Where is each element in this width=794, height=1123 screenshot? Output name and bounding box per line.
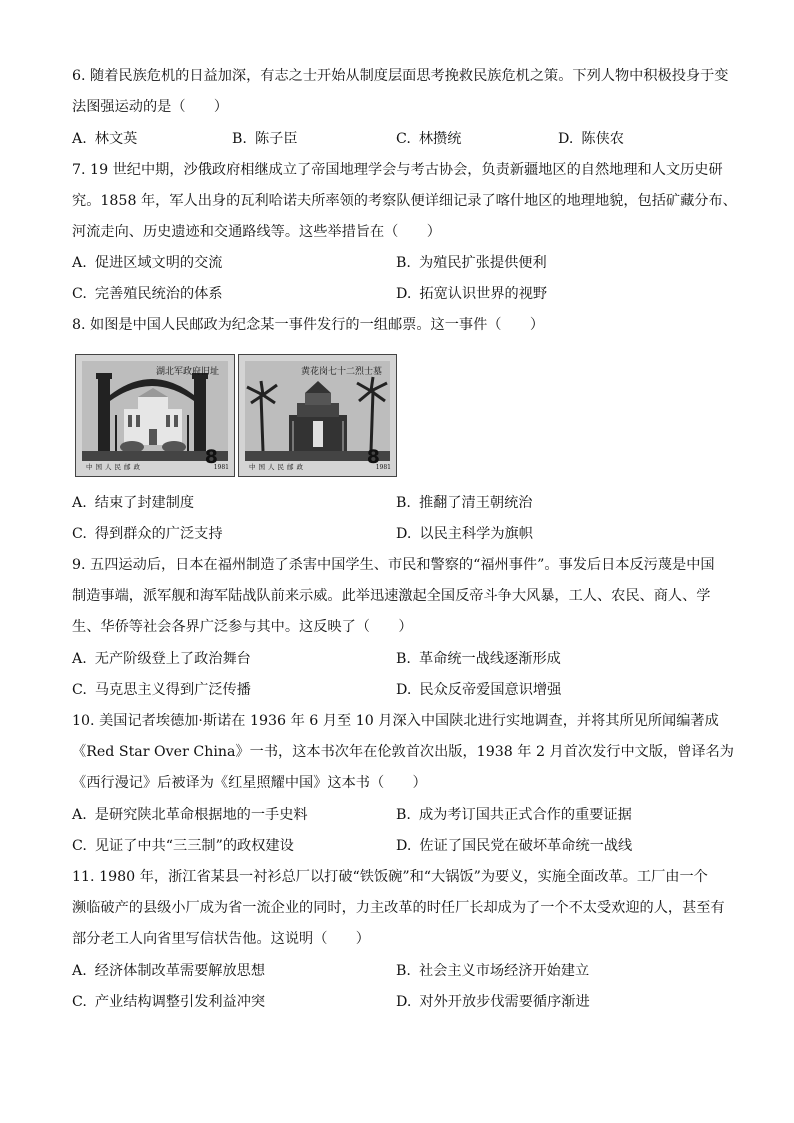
option-7d: D. 拓宽认识世界的视野 (396, 286, 548, 302)
stamp-2-caption: 黄花岗七十二烈士墓 (301, 367, 383, 377)
option-8a: A. 结束了封建制度 (72, 495, 195, 511)
option-11c: C. 产业结构调整引发利益冲突 (72, 994, 266, 1010)
option-9d: D. 民众反帝爱国意识增强 (396, 682, 562, 698)
question-7-line-2: 究。1858 年，军人出身的瓦利哈诺夫所率领的考察队便详细记录了喀什地区的地理地貌，包括矿藏分布、 (72, 193, 737, 209)
option-8b: B. 推翻了清王朝统治 (396, 495, 533, 511)
option-7a: A. 促进区域文明的交流 (72, 255, 223, 271)
question-7-line-1: 7. 19 世纪中期，沙俄政府相继成立了帝国地理学会与考古协会，负责新疆地区的自然地理和人文历史研 (72, 162, 723, 178)
option-10d: D. 佐证了国民党在破坏革命统一战线 (396, 838, 633, 854)
stamp-1-country: 中国人民邮政 (86, 463, 143, 471)
stamp-1-year: 1981 (213, 464, 229, 471)
question-6-line-2: 法图强运动的是（ ） (72, 99, 229, 115)
option-8c: C. 得到群众的广泛支持 (72, 526, 223, 542)
option-7c: C. 完善殖民统治的体系 (72, 286, 223, 302)
option-11d: D. 对外开放步伐需要循序渐进 (396, 994, 590, 1010)
question-9-line-2: 制造事端，派军舰和海军陆战队前来示威。此举迅速激起全国反帝斗争大风暴，工人、农民、商人、学 (72, 588, 711, 604)
option-10c: C. 见证了中共“三三制”的政权建设 (72, 838, 294, 854)
option-10a: A. 是研究陕北革命根据地的一手史料 (72, 807, 308, 823)
question-8-line-1: 8. 如图是中国人民邮政为纪念某一事件发行的一组邮票。这一事件（ ） (72, 317, 545, 333)
option-11a: A. 经济体制改革需要解放思想 (72, 963, 266, 979)
question-11-line-1: 11. 1980 年，浙江省某县一衬衫总厂以打破“铁饭碗”和“大锅饭”为要义，实施全面改革。工厂由一个 (72, 869, 708, 885)
option-10b: B. 成为考订国共正式合作的重要证据 (396, 807, 632, 823)
option-6a: A. 林文英 (72, 131, 138, 147)
question-10-line-1: 10. 美国记者埃德加·斯诺在 1936 年 6 月至 10 月深入中国陕北进行实地调查，并将其所见所闻编著成 (72, 713, 719, 729)
stamp-2-value: 8 (366, 446, 380, 468)
option-7b: B. 为殖民扩张提供便利 (396, 255, 547, 271)
option-9c: C. 马克思主义得到广泛传播 (72, 682, 251, 698)
question-9-line-3: 生、华侨等社会各界广泛参与其中。这反映了（ ） (72, 619, 413, 635)
stamp-hubei-military-government (75, 354, 235, 477)
question-10-line-2: 《Red Star Over China》一书，这本书次年在伦敦首次出版，1938 年 2 月首次发行中文版，曾译名为 (72, 744, 734, 760)
option-11b: B. 社会主义市场经济开始建立 (396, 963, 590, 979)
stamp-1-caption: 湖北军政府旧址 (156, 367, 220, 377)
question-6-line-1: 6. 随着民族危机的日益加深，有志之士开始从制度层面思考挽救民族危机之策。下列人物中积极投身于变 (72, 68, 729, 84)
option-8d: D. 以民主科学为旗帜 (396, 526, 533, 542)
question-11-line-3: 部分老工人向省里写信状告他。这说明（ ） (72, 931, 370, 947)
option-9b: B. 革命统一战线逐渐形成 (396, 651, 561, 667)
option-6b: B. 陈子臣 (232, 131, 298, 147)
option-9a: A. 无产阶级登上了政治舞台 (72, 651, 251, 667)
option-6d: D. 陈侠农 (558, 131, 624, 147)
question-10-line-3: 《西行漫记》后被译为《红星照耀中国》这本书（ ） (72, 775, 427, 791)
question-7-line-3: 河流走向、历史遗迹和交通路线等。这些举措旨在（ ） (72, 224, 441, 240)
question-11-line-2: 濒临破产的县级小厂成为省一流企业的同时，力主改革的时任厂长却成为了一个不太受欢迎的人，甚至有 (72, 900, 725, 916)
stamp-huanghuagang-tomb (238, 354, 397, 477)
stamp-2-country: 中国人民邮政 (249, 463, 306, 471)
question-9-line-1: 9. 五四运动后，日本在福州制造了杀害中国学生、市民和警察的“福州事件”。事发后日本反污蔑是中国 (72, 557, 715, 573)
stamp-2-year: 1981 (375, 464, 391, 471)
option-6c: C. 林攒统 (396, 131, 462, 147)
stamp-1-value: 8 (204, 446, 218, 468)
